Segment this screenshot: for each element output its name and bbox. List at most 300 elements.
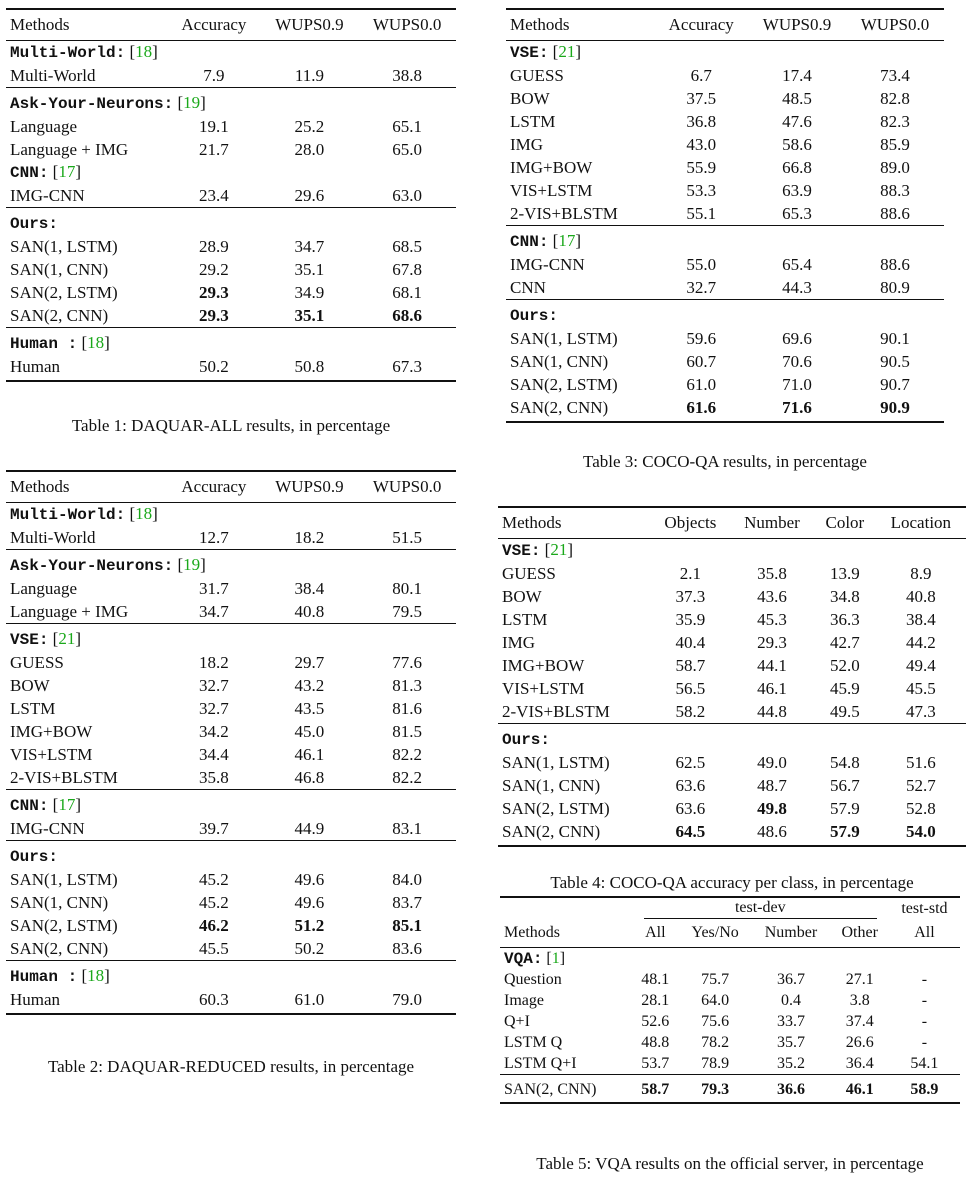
method-cell: IMG-CNN bbox=[10, 186, 85, 205]
value-cell: 48.8 bbox=[641, 1033, 670, 1051]
table-row bbox=[506, 276, 944, 300]
value-cell: 35.7 bbox=[776, 1033, 805, 1051]
value-cell: 33.7 bbox=[776, 1012, 805, 1030]
group-colon: : bbox=[38, 631, 49, 649]
value-cell: 83.1 bbox=[392, 819, 423, 838]
column-header: Objects bbox=[651, 507, 730, 539]
value-cell: 35.1 bbox=[294, 306, 325, 325]
value-cell: 52.7 bbox=[905, 776, 936, 795]
group-header: Multi-World: [18] bbox=[10, 504, 158, 524]
group-colon: : bbox=[530, 542, 541, 560]
value-cell: 56.7 bbox=[829, 776, 860, 795]
method-cell: SAN(1, CNN) bbox=[510, 352, 609, 371]
group-colon: : bbox=[48, 848, 59, 866]
citation-link: 17 bbox=[58, 795, 76, 814]
value-cell: 62.5 bbox=[675, 753, 706, 772]
value-cell: 28.9 bbox=[199, 237, 229, 256]
group-name: Ours bbox=[510, 307, 549, 325]
value-cell: 77.6 bbox=[392, 653, 423, 672]
value-cell: 58.6 bbox=[782, 135, 812, 154]
value-cell: 12.7 bbox=[199, 528, 229, 547]
table-row bbox=[6, 115, 456, 138]
column-header: Number bbox=[751, 919, 830, 948]
value-cell: 79.5 bbox=[392, 602, 423, 621]
value-cell: 47.3 bbox=[905, 702, 936, 721]
table-1-caption: Table 1: DAQUAR-ALL results, in percentage bbox=[71, 416, 391, 435]
value-cell: 68.1 bbox=[392, 283, 423, 302]
group-name: CNN bbox=[10, 164, 39, 182]
table-row bbox=[6, 914, 456, 937]
value-cell: 81.3 bbox=[392, 676, 423, 695]
value-cell: 52.8 bbox=[905, 799, 936, 818]
table-row bbox=[6, 868, 456, 891]
table-row bbox=[506, 327, 944, 350]
value-cell: 49.8 bbox=[757, 799, 787, 818]
value-cell: 80.1 bbox=[392, 579, 423, 598]
value-cell: 48.7 bbox=[757, 776, 787, 795]
value-cell: 50.8 bbox=[261, 355, 359, 381]
group-header bbox=[506, 300, 944, 328]
value-cell: 43.6 bbox=[757, 587, 787, 606]
method-cell: Language + IMG bbox=[10, 140, 129, 159]
value-cell: 34.4 bbox=[199, 745, 229, 764]
method-cell: LSTM Q+I bbox=[504, 1054, 577, 1072]
value-cell: 82.8 bbox=[880, 89, 910, 108]
group-name: Human bbox=[10, 968, 68, 986]
value-cell: 67.3 bbox=[358, 355, 456, 381]
method-cell: IMG bbox=[502, 633, 536, 652]
value-cell: 13.9 bbox=[829, 564, 860, 583]
table-5-caption: Table 5: VQA results on the official server, in percentage bbox=[536, 1154, 924, 1173]
group-header: Human : [18] bbox=[6, 961, 456, 989]
table-row bbox=[498, 797, 966, 820]
header-row bbox=[6, 471, 456, 503]
value-cell: 37.5 bbox=[686, 89, 717, 108]
value-cell: 55.0 bbox=[686, 255, 717, 274]
value-cell: 39.7 bbox=[199, 819, 229, 838]
group-name: Multi-World bbox=[10, 44, 116, 62]
group-colon: : bbox=[38, 164, 49, 182]
value-cell: 75.7 bbox=[701, 970, 730, 988]
value-cell: 35.1 bbox=[294, 260, 325, 279]
value-cell: 46.2 bbox=[199, 916, 229, 935]
value-cell: 34.9 bbox=[294, 283, 325, 302]
group-colon: : bbox=[163, 557, 174, 575]
column-header: Color bbox=[814, 507, 876, 539]
value-cell: 46.1 bbox=[294, 745, 325, 764]
method-cell: BOW bbox=[10, 676, 50, 695]
value-cell: 38.4 bbox=[905, 610, 936, 629]
table-row bbox=[6, 235, 456, 258]
column-header: Methods bbox=[506, 9, 654, 41]
value-cell: 45.5 bbox=[199, 939, 229, 958]
table-row bbox=[6, 64, 456, 88]
table-row bbox=[6, 258, 456, 281]
column-header: WUPS0.9 bbox=[261, 9, 359, 41]
group-header bbox=[6, 841, 456, 869]
table-row bbox=[498, 774, 966, 797]
citation-link: 19 bbox=[183, 555, 201, 574]
value-cell: 58.9 bbox=[889, 1075, 960, 1104]
method-cell: GUESS bbox=[510, 66, 564, 85]
span-header-row bbox=[500, 897, 960, 919]
value-cell: 40.4 bbox=[675, 633, 706, 652]
value-cell: 36.8 bbox=[686, 112, 717, 131]
value-cell: 56.5 bbox=[675, 679, 706, 698]
value-cell: 44.2 bbox=[905, 633, 936, 652]
group-colon: : bbox=[67, 335, 78, 353]
value-cell: 42.7 bbox=[829, 633, 860, 652]
value-cell: 49.6 bbox=[294, 870, 325, 889]
value-cell: 44.9 bbox=[294, 819, 325, 838]
group-header: VSE: [21] bbox=[510, 42, 582, 62]
value-cell: 45.2 bbox=[199, 870, 229, 889]
value-cell: 61.0 bbox=[261, 988, 359, 1014]
method-cell: SAN(1, LSTM) bbox=[502, 753, 610, 772]
value-cell: 32.7 bbox=[199, 676, 229, 695]
value-cell: 32.7 bbox=[686, 278, 717, 297]
group-header-row bbox=[498, 724, 966, 752]
value-cell: 85.1 bbox=[392, 916, 423, 935]
value-cell: 29.6 bbox=[294, 186, 325, 205]
value-cell: 68.5 bbox=[392, 237, 423, 256]
value-cell: 63.6 bbox=[675, 776, 706, 795]
value-cell: 43.2 bbox=[294, 676, 325, 695]
value-cell: 49.0 bbox=[757, 753, 787, 772]
method-cell: SAN(2, LSTM) bbox=[10, 916, 118, 935]
column-header: Accuracy bbox=[167, 9, 260, 41]
method-cell: BOW bbox=[510, 89, 550, 108]
value-cell: 34.2 bbox=[199, 722, 229, 741]
group-name: Ask-Your-Neurons bbox=[10, 557, 164, 575]
header-row bbox=[506, 9, 944, 41]
column-header: WUPS0.0 bbox=[846, 9, 944, 41]
group-colon: : bbox=[48, 215, 59, 233]
method-cell: SAN(1, LSTM) bbox=[510, 329, 618, 348]
header-row bbox=[6, 9, 456, 41]
table-row bbox=[498, 608, 966, 631]
table-row bbox=[6, 577, 456, 600]
value-cell: 11.9 bbox=[294, 66, 324, 85]
group-header: VQA: [1] bbox=[504, 949, 566, 968]
value-cell: 90.9 bbox=[846, 396, 944, 422]
table-row bbox=[6, 526, 456, 550]
value-cell: 82.2 bbox=[392, 745, 423, 764]
value-cell: 45.0 bbox=[294, 722, 325, 741]
value-cell: 29.3 bbox=[199, 306, 229, 325]
value-cell: 89.0 bbox=[880, 158, 910, 177]
table-row bbox=[6, 304, 456, 328]
column-header: WUPS0.9 bbox=[748, 9, 846, 41]
value-cell: 38.8 bbox=[392, 66, 423, 85]
value-cell: 54.8 bbox=[829, 753, 860, 772]
value-cell: 48.5 bbox=[782, 89, 812, 108]
value-cell: 78.2 bbox=[701, 1033, 730, 1051]
column-header: Other bbox=[831, 919, 889, 948]
group-header-row bbox=[6, 841, 456, 869]
table-row bbox=[498, 751, 966, 774]
group-colon: : bbox=[540, 731, 551, 749]
value-cell: 32.7 bbox=[199, 699, 229, 718]
group-header: VSE: [21] bbox=[6, 624, 456, 652]
group-name: Ours bbox=[10, 215, 49, 233]
value-cell: 34.7 bbox=[294, 237, 325, 256]
value-cell: - bbox=[921, 970, 928, 988]
method-cell: Multi-World bbox=[10, 66, 96, 85]
value-cell: 28.0 bbox=[294, 140, 325, 159]
header-row bbox=[498, 507, 966, 539]
group-header: CNN: [17] bbox=[6, 790, 456, 818]
table-row bbox=[6, 138, 456, 161]
value-cell: 45.2 bbox=[199, 893, 229, 912]
value-cell: 8.9 bbox=[910, 564, 932, 583]
value-cell: 29.3 bbox=[199, 283, 229, 302]
group-header-row bbox=[6, 88, 456, 116]
value-cell: 6.7 bbox=[690, 66, 712, 85]
value-cell: 84.0 bbox=[392, 870, 423, 889]
value-cell: 61.0 bbox=[686, 375, 717, 394]
group-header: Multi-World: [18] bbox=[10, 42, 158, 62]
group-name: Ours bbox=[502, 731, 541, 749]
group-header: CNN: [17] bbox=[506, 226, 944, 254]
value-cell: 90.5 bbox=[880, 352, 910, 371]
span-underline: test-dev bbox=[644, 898, 877, 919]
method-cell: VIS+LSTM bbox=[510, 181, 593, 200]
group-header-row bbox=[6, 328, 456, 356]
table-row bbox=[506, 253, 944, 276]
value-cell: 40.8 bbox=[905, 587, 936, 606]
method-cell: Question bbox=[504, 970, 562, 988]
table-2-caption: Table 2: DAQUAR-REDUCED results, in percentage bbox=[47, 1057, 415, 1076]
table-row bbox=[6, 988, 456, 1014]
value-cell: 7.9 bbox=[203, 66, 225, 85]
value-cell: 83.6 bbox=[392, 939, 423, 958]
method-cell: SAN(2, CNN) bbox=[500, 1075, 632, 1104]
value-cell: 17.4 bbox=[782, 66, 812, 85]
method-cell: Human bbox=[6, 988, 167, 1014]
table-row bbox=[500, 1032, 960, 1053]
value-cell: 82.3 bbox=[880, 112, 910, 131]
column-header: Accuracy bbox=[167, 471, 260, 503]
method-cell: Q+I bbox=[504, 1012, 530, 1030]
value-cell: 36.6 bbox=[751, 1075, 830, 1104]
group-header-row bbox=[506, 226, 944, 254]
method-cell: Image bbox=[504, 991, 544, 1009]
value-cell: 70.6 bbox=[782, 352, 812, 371]
method-cell: SAN(2, LSTM) bbox=[10, 283, 118, 302]
value-cell: 36.7 bbox=[776, 970, 805, 988]
method-cell: GUESS bbox=[10, 653, 64, 672]
value-cell: 45.5 bbox=[905, 679, 936, 698]
citation-link: 17 bbox=[558, 231, 576, 250]
citation-link: 18 bbox=[135, 504, 153, 523]
value-cell: 29.7 bbox=[294, 653, 325, 672]
method-cell: BOW bbox=[502, 587, 542, 606]
group-name: CNN bbox=[10, 797, 39, 815]
group-header-row bbox=[6, 41, 456, 65]
table-row bbox=[6, 891, 456, 914]
results-table bbox=[6, 8, 456, 382]
group-colon: : bbox=[67, 968, 78, 986]
value-cell: 79.3 bbox=[679, 1075, 751, 1104]
table-row bbox=[6, 651, 456, 674]
value-cell: 58.2 bbox=[675, 702, 706, 721]
group-header-row bbox=[6, 208, 456, 236]
value-cell: 63.6 bbox=[675, 799, 706, 818]
table-row bbox=[6, 720, 456, 743]
value-cell: 54.0 bbox=[876, 820, 966, 846]
value-cell: 31.7 bbox=[199, 579, 229, 598]
method-cell: SAN(1, LSTM) bbox=[10, 870, 118, 889]
value-cell: 46.1 bbox=[831, 1075, 889, 1104]
value-cell: 90.1 bbox=[880, 329, 910, 348]
column-header: WUPS0.0 bbox=[358, 471, 456, 503]
value-cell: 46.8 bbox=[294, 768, 325, 787]
value-cell: 57.9 bbox=[814, 820, 876, 846]
column-header: Methods bbox=[498, 507, 651, 539]
method-cell: Language bbox=[10, 117, 78, 136]
value-cell: 53.7 bbox=[641, 1054, 670, 1072]
group-header-row bbox=[6, 503, 456, 527]
table-row bbox=[506, 64, 944, 87]
value-cell: 37.3 bbox=[675, 587, 706, 606]
value-cell: 3.8 bbox=[849, 991, 870, 1009]
table-row bbox=[506, 179, 944, 202]
citation-link: 21 bbox=[550, 540, 568, 559]
value-cell: - bbox=[921, 1012, 928, 1030]
method-cell: VIS+LSTM bbox=[10, 745, 93, 764]
value-cell: 66.8 bbox=[782, 158, 812, 177]
group-colon: : bbox=[115, 44, 126, 62]
value-cell: 65.4 bbox=[782, 255, 812, 274]
group-header: Ask-Your-Neurons: [19] bbox=[6, 550, 456, 578]
value-cell: 45.9 bbox=[829, 679, 860, 698]
table-row bbox=[500, 1053, 960, 1075]
method-cell: SAN(1, CNN) bbox=[10, 260, 109, 279]
group-header-row bbox=[506, 41, 944, 65]
value-cell: 44.1 bbox=[757, 656, 787, 675]
group-name: VSE bbox=[510, 44, 539, 62]
citation-link: 17 bbox=[58, 162, 76, 181]
method-cell: Human bbox=[6, 355, 167, 381]
table-row bbox=[506, 156, 944, 179]
value-cell: 48.6 bbox=[730, 820, 814, 846]
value-cell: 21.7 bbox=[199, 140, 229, 159]
method-cell: LSTM bbox=[510, 112, 556, 131]
table-row bbox=[6, 674, 456, 697]
value-cell: 88.6 bbox=[880, 255, 910, 274]
value-cell: 47.6 bbox=[782, 112, 812, 131]
table-4 bbox=[498, 506, 966, 847]
value-cell: 2.1 bbox=[679, 564, 702, 583]
group-colon: : bbox=[38, 797, 49, 815]
value-cell: 35.8 bbox=[757, 564, 787, 583]
method-cell: 2-VIS+BLSTM bbox=[510, 204, 618, 223]
table-row bbox=[506, 133, 944, 156]
value-cell: 68.6 bbox=[392, 306, 423, 325]
citation-link: 19 bbox=[183, 93, 201, 112]
value-cell: 44.8 bbox=[757, 702, 787, 721]
method-cell: IMG+BOW bbox=[10, 722, 93, 741]
value-cell: 78.9 bbox=[701, 1054, 730, 1072]
value-cell: 29.3 bbox=[757, 633, 787, 652]
column-header: All bbox=[632, 919, 679, 948]
group-header-row bbox=[500, 948, 960, 970]
value-cell: - bbox=[921, 1033, 928, 1051]
method-cell: GUESS bbox=[502, 564, 556, 583]
column-header: Methods bbox=[500, 919, 632, 948]
column-header: All bbox=[889, 919, 960, 948]
value-cell: 60.3 bbox=[167, 988, 260, 1014]
group-header bbox=[6, 208, 456, 236]
value-cell: 0.4 bbox=[780, 991, 801, 1009]
value-cell: 65.0 bbox=[392, 140, 423, 159]
column-header: Methods bbox=[6, 471, 167, 503]
value-cell: 51.5 bbox=[392, 528, 423, 547]
citation-link: 1 bbox=[551, 949, 560, 967]
value-cell: 36.4 bbox=[845, 1054, 874, 1072]
group-name: Ask-Your-Neurons bbox=[10, 95, 164, 113]
table-5 bbox=[500, 896, 960, 1104]
group-name: Multi-World bbox=[10, 506, 116, 524]
value-cell: 40.8 bbox=[294, 602, 325, 621]
group-header: Ask-Your-Neurons: [19] bbox=[6, 88, 456, 116]
value-cell: 18.2 bbox=[294, 528, 325, 547]
value-cell: 83.7 bbox=[392, 893, 423, 912]
value-cell: 43.0 bbox=[686, 135, 717, 154]
value-cell: 81.6 bbox=[392, 699, 423, 718]
group-header: CNN: [17] bbox=[10, 162, 82, 182]
value-cell: 64.0 bbox=[701, 991, 730, 1009]
value-cell: 65.1 bbox=[392, 117, 423, 136]
method-cell: CNN bbox=[510, 278, 546, 297]
value-cell: 44.3 bbox=[782, 278, 812, 297]
value-cell: 45.3 bbox=[757, 610, 787, 629]
group-header-row bbox=[498, 539, 966, 563]
citation-link: 21 bbox=[58, 629, 76, 648]
group-name: Human bbox=[10, 335, 68, 353]
value-cell: 51.2 bbox=[294, 916, 325, 935]
value-cell: 85.9 bbox=[880, 135, 910, 154]
value-cell: 53.3 bbox=[686, 181, 717, 200]
citation-link: 18 bbox=[135, 42, 153, 61]
value-cell: 34.8 bbox=[829, 587, 860, 606]
value-cell: 52.0 bbox=[829, 656, 860, 675]
column-header: Methods bbox=[6, 9, 167, 41]
method-cell: IMG-CNN bbox=[10, 819, 85, 838]
value-cell: 52.6 bbox=[641, 1012, 670, 1030]
value-cell: 88.3 bbox=[880, 181, 910, 200]
table-row bbox=[6, 817, 456, 841]
group-header: VSE: [21] bbox=[502, 540, 574, 560]
value-cell: 35.8 bbox=[199, 768, 229, 787]
value-cell: 36.3 bbox=[829, 610, 860, 629]
method-cell: IMG+BOW bbox=[510, 158, 593, 177]
method-cell: Language + IMG bbox=[10, 602, 129, 621]
table-row bbox=[498, 820, 966, 846]
group-colon: : bbox=[163, 95, 174, 113]
value-cell: 48.1 bbox=[641, 970, 670, 988]
group-header-row bbox=[506, 300, 944, 328]
table-row bbox=[6, 600, 456, 624]
table-row bbox=[506, 110, 944, 133]
table-row bbox=[506, 87, 944, 110]
value-cell: 34.7 bbox=[199, 602, 229, 621]
value-cell: 88.6 bbox=[880, 204, 910, 223]
table-2 bbox=[6, 470, 456, 1015]
value-cell: 55.9 bbox=[686, 158, 717, 177]
span-label-test-std: test-std bbox=[889, 897, 960, 919]
